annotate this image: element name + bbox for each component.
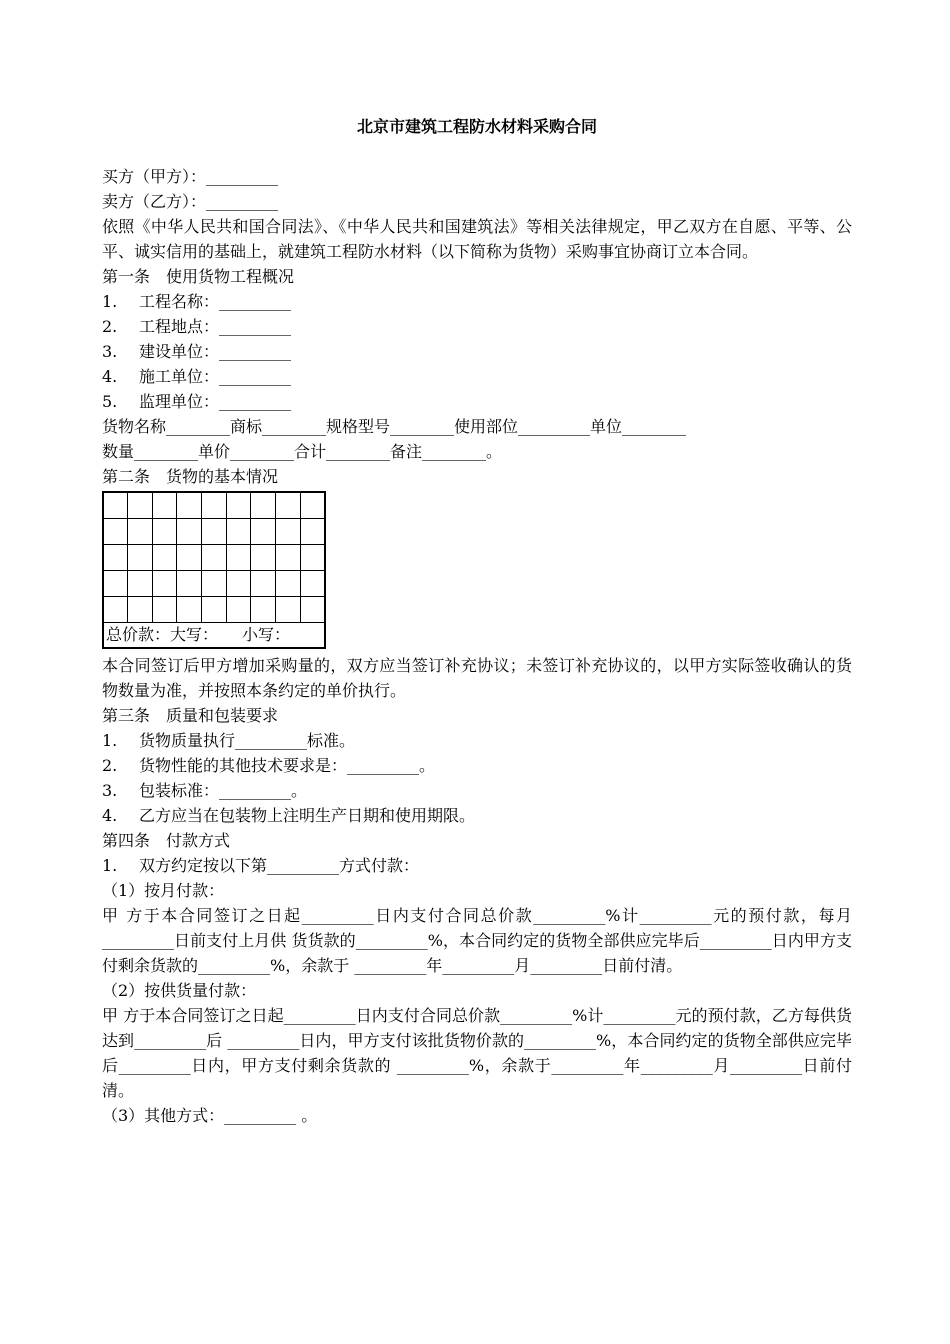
item-number: 1. — [102, 731, 118, 750]
goods-line: 数量________单价________合计________备注________。 — [102, 442, 503, 461]
article3-item — [102, 778, 852, 803]
item-text: 乙方应当在包装物上注明生产日期和使用期限。 — [139, 806, 476, 825]
article3-heading: 第三条 质量和包装要求 — [102, 706, 279, 725]
goods-line: 货物名称________商标________规格型号________使用部位_________单位________ — [102, 417, 687, 436]
total-price-cell: 总价款：大写： 小写： — [103, 623, 325, 649]
buyer-line: 买方（甲方）：_________ — [102, 167, 279, 186]
article3-item — [102, 753, 852, 778]
item-number: 2. — [102, 756, 118, 775]
table-row — [103, 492, 325, 519]
article3-item — [102, 728, 852, 753]
item-text: 工程地点：_________ — [139, 317, 292, 336]
table-row — [103, 597, 325, 623]
item-number: 5. — [102, 392, 118, 411]
item-number: 1. — [102, 856, 118, 875]
monthly-payment-label: （1）按月付款： — [102, 881, 225, 900]
table-total-row — [103, 623, 325, 649]
contract-page — [102, 112, 852, 1128]
article1-item — [102, 389, 852, 414]
article1-item — [102, 364, 852, 389]
supply-payment-text: 甲 方于本合同签订之日起_________日内支付合同总价款_________%计_________元的预付款，乙方每供货达到_________后 _________日内，甲方支付该批货物价款的_________%，本合同约定的货物全部供应完毕后_________日内，甲方支付剩余货款的 _________%，余款于_________年_________月_________日前付清。 — [102, 1006, 852, 1100]
monthly-payment-text: 甲 方于本合同签订之日起_________日内支付合同总价款_________%计_________元的预付款，每月_________日前支付上月供 货货款的_________%，本合同约定的货物全部供应完毕后_________日内甲方支付剩余货款的_________%，余款于 _________年_________月_________日前付清。 — [102, 906, 852, 975]
item-number: 3. — [102, 342, 118, 361]
seller-line: 卖方（乙方）：_________ — [102, 192, 279, 211]
table-row — [103, 571, 325, 597]
item-number: 4. — [102, 806, 118, 825]
item-text: 包装标准：_________。 — [139, 781, 308, 800]
item-text: 监理单位：_________ — [139, 392, 292, 411]
item-text: 货物质量执行_________标准。 — [139, 731, 356, 750]
article4-item — [102, 853, 852, 878]
supply-payment-label: （2）按供货量付款： — [102, 981, 257, 1000]
item-number: 4. — [102, 367, 118, 386]
table-row — [103, 545, 325, 571]
item-text: 双方约定按以下第_________方式付款： — [139, 856, 420, 875]
item-number: 2. — [102, 317, 118, 336]
article1-item — [102, 339, 852, 364]
item-number: 3. — [102, 781, 118, 800]
article1-heading: 第一条 使用货物工程概况 — [102, 267, 295, 286]
goods-table — [102, 491, 326, 649]
item-text: 货物性能的其他技术要求是：_________。 — [139, 756, 436, 775]
item-text: 建设单位：_________ — [139, 342, 292, 361]
table-row — [103, 519, 325, 545]
article1-item — [102, 289, 852, 314]
other-payment-line: （3）其他方式：_________ 。 — [102, 1106, 318, 1125]
page-title: 北京市建筑工程防水材料采购合同 — [356, 117, 597, 136]
article4-heading: 第四条 付款方式 — [102, 831, 231, 850]
item-text: 施工单位：_________ — [139, 367, 292, 386]
item-text: 工程名称：_________ — [139, 292, 292, 311]
article3-item — [102, 803, 852, 828]
intro-paragraph: 依照《中华人民共和国合同法》、《中华人民共和国建筑法》等相关法律规定，甲乙双方在自愿、平等、公平、诚实信用的基础上，就建筑工程防水材料（以下简称为货物）采购事宜协商订立本合同。 — [102, 217, 852, 261]
item-number: 1. — [102, 292, 118, 311]
article1-item — [102, 314, 852, 339]
article2-note: 本合同签订后甲方增加采购量的，双方应当签订补充协议；未签订补充协议的，以甲方实际签收确认的货物数量为准，并按照本条约定的单价执行。 — [102, 656, 852, 700]
article2-heading: 第二条 货物的基本情况 — [102, 467, 279, 486]
